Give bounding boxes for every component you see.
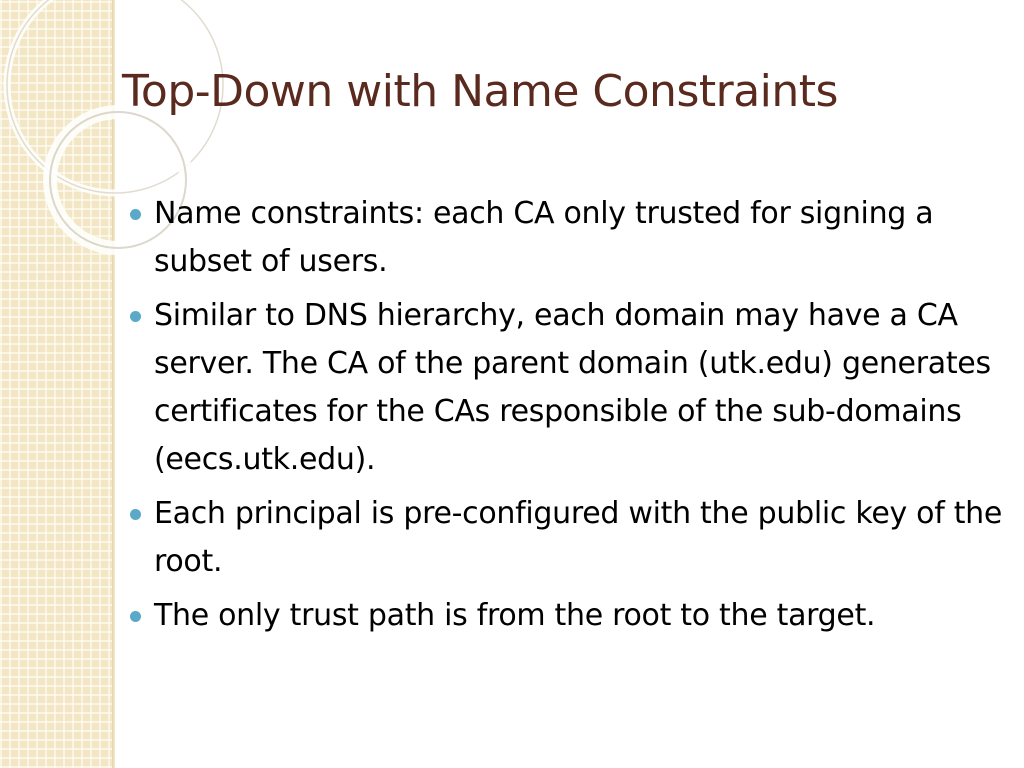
bullet-text: The only trust path is from the root to the target. [154,598,876,633]
bullet-item [130,592,1010,640]
bullet-item [130,490,1010,586]
bullet-item [130,292,1010,484]
slide-title: Top-Down with Name Constraints [122,66,838,117]
bullet-item [130,190,1010,286]
bullet-dot-icon [130,311,141,322]
bullet-dot-icon [130,209,141,220]
bullet-text: Each principal is pre-configured with the public key of the root. [154,496,1003,579]
bullet-text: Similar to DNS hierarchy, each domain may have a CA server. The CA of the parent domain (utk.edu) generates certificates for the CAs responsible of the sub-domains (eecs.utk.edu). [154,298,991,477]
bullet-list [130,190,1010,646]
bullet-dot-icon [130,611,141,622]
bullet-dot-icon [130,509,141,520]
bullet-text: Name constraints: each CA only trusted for signing a subset of users. [154,196,934,279]
